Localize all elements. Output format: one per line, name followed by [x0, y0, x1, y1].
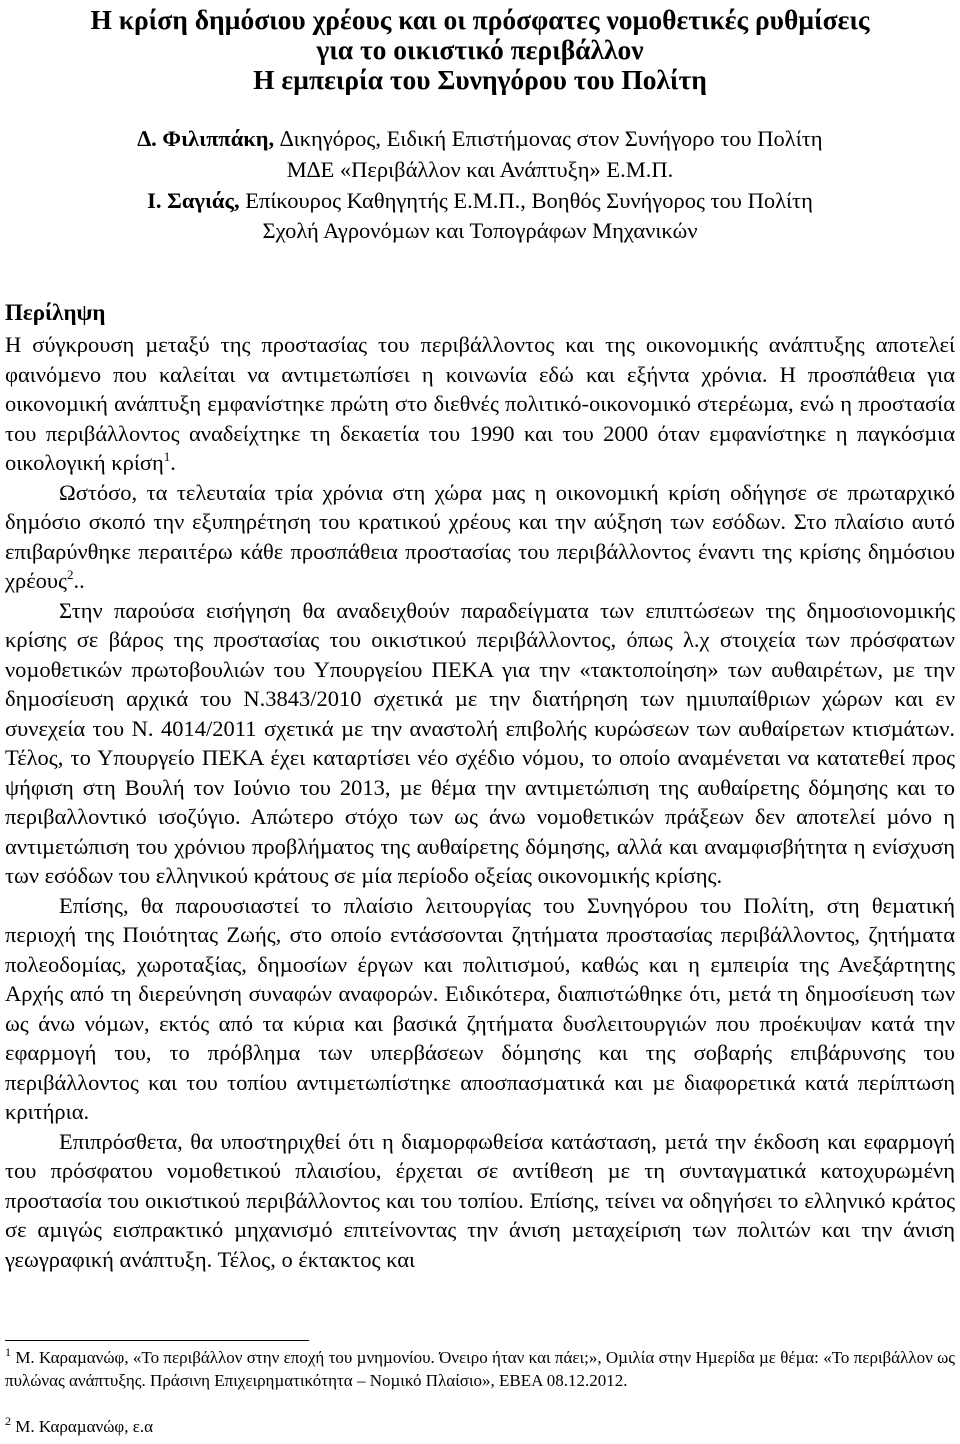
- footnote-2-number: 2: [5, 1414, 11, 1428]
- footnote-1: [5, 1346, 955, 1392]
- title-line-1: Η κρίση δηµόσιου χρέους και οι πρόσφατες νοµοθετικές ρυθµίσεις: [90, 4, 870, 35]
- author-2-role: Επίκουρος Καθηγητής Ε.Μ.Π., Βοηθός Συνήγορος του Πολίτη: [239, 188, 813, 213]
- footnote-ref-2[interactable]: 2: [66, 567, 74, 582]
- author-1-role: ∆ικηγόρος, Ειδική Επιστήµονας στον Συνήγορο του Πολίτη: [274, 126, 823, 151]
- footnote-1-number: 1: [5, 1345, 11, 1359]
- author-2-school: Σχολή Αγρονόµων και Τοπογράφων Μηχανικών: [262, 218, 698, 243]
- author-2: [0, 186, 960, 216]
- footnote-separator: [5, 1340, 309, 1341]
- footnote-2-text: Μ. Καραµανώφ, ε.α: [11, 1417, 153, 1436]
- abstract-paragraph-4: Επίσης, θα παρουσιαστεί το πλαίσιο λειτουργίας του Συνηγόρου του Πολίτη, στη θεµατική περιοχή της Ποιότητας Ζωής, στο οποίο εντάσσονται ζητήµατα προστασίας περιβάλλοντος, ζητήµατα πολεοδοµίας, χωροταξίας, δηµοσίων έργων και πολιτισµού, καθώς και η εµπειρία της Ανεξάρτητης Αρχής από τη διερεύνηση συναφών αναφορών. Ειδικότερα, διαπιστώθηκε ότι, µετά τη δηµοσίευση των ως άνω νόµων, εκτός από τα κύρια και βασικά ζητήµατα δυσλειτουργιών που προέκυψαν κατά την εφαρµογή του, το πρόβληµα των υπερβάσεων δόµησης και της σοβαρής επιβάρυνσης του περιβάλλοντος και του τοπίου αντιµετωπίστηκε αποσπασµατικά και µε διαφορετικά κατά περίπτωση κριτήρια.: [5, 892, 955, 1124]
- author-1-role-line-2: Μ∆Ε «Περιβάλλον και Ανάπτυξη» Ε.Μ.Π.: [286, 157, 674, 182]
- abstract-body: [5, 330, 955, 1274]
- footnote-1-text: Μ. Καραµανώφ, «Το περιβάλλον στην εποχή του µνηµονίου. Όνειρο ήταν και πάει;», Οµιλία στην Ηµερίδα µε θέµα: «Το περιβάλλον ως πυλώνας ανάπτυξης. Πράσινη Επιχειρηµατικότητα – Νοµικό Πλαίσιο», ΕΒΕΑ 08.12.2012.: [5, 1348, 955, 1390]
- abstract-heading: Περίληψη: [5, 300, 106, 325]
- footnote-ref-1[interactable]: 1: [163, 449, 171, 464]
- abstract-paragraph-3: Στην παρούσα εισήγηση θα αναδειχθούν παραδείγµατα των επιπτώσεων της δηµοσιονοµικής κρίσης σε βάρος της προστασίας του οικιστικού περιβάλλοντος, όπως λ.χ στοιχεία των πρόσφατων νοµοθετικών πρωτοβουλιών του Υπουργείου ΠΕΚΑ για την «τακτοποίηση» των αυθαιρέτων, µε την δηµοσίευση αρχικά του Ν.3843/2010 σχετικά µε την διατήρηση των ηµιυπαίθριων χώρων και εν συνεχεία του Ν. 4014/2011 σχετικά µε την αναστολή επιβολής κυρώσεων των αυθαίρετων κτισµάτων. Τέλος, το Υπουργείο ΠΕΚΑ έχει καταρτίσει νέο σχέδιο νόµου, το οποίο αναµένεται να κατατεθεί προς ψήφιση στη Βουλή τον Ιούνιο του 2013, µε θέµα την αντιµετώπιση της αυθαίρετης δόµησης και το περιβαλλοντικό ισοζύγιο. Απώτερο στόχο των ως άνω νοµοθετικών πράξεων δεν αποτελεί µόνο η αντιµετώπιση του χρόνιου προβλήµατος της αυθαίρετης δόµησης, αλλά και αναµφισβήτητα η ενίσχυση των εσόδων του ελληνικού κράτους σε µία περίοδο οξείας οικονοµικής κρίσης.: [5, 597, 955, 888]
- footnote-2: [5, 1415, 955, 1438]
- title-line-3: Η εµπειρία του Συνηγόρου του Πολίτη: [253, 64, 707, 95]
- author-1: [0, 124, 960, 154]
- abstract-paragraph-2: Ωστόσο, τα τελευταία τρία χρόνια στη χώρα µας η οικονοµική κρίση οδήγησε σε πρωταρχικό δηµόσιο σκοπό την εξυπηρέτηση του κρατικού χρέους και την αύξηση των εσόδων. Στο πλαίσιο αυτό επιβαρύνθηκε περαιτέρω κάθε προσπάθεια προστασίας του περιβάλλοντος έναντι της κρίσης δηµόσιου χρέους$^2$..: [5, 479, 955, 593]
- author-2-name: Ι. Σαγιάς,: [147, 188, 240, 213]
- abstract-paragraph-1: Η σύγκρουση µεταξύ της προστασίας του περιβάλλοντος και της οικονοµικής ανάπτυξης αποτελεί φαινόµενο που καλείται να αντιµετωπίσει η κοινωνία εδώ και εξήντα χρόνια. Η προσπάθεια για οικονοµική ανάπτυξη εµφανίστηκε πρώτη στο διεθνές πολιτικό-οικονοµικό στερέωµα, ενώ η προστασία του περιβάλλοντος αναδείχτηκε τη δεκαετία του 1990 και του 2000 όταν εµφανίστηκε η παγκόσµια οικολογική κρίση$^1$.: [5, 332, 955, 475]
- abstract-paragraph-5: Επιπρόσθετα, θα υποστηριχθεί ότι η διαµορφωθείσα κατάσταση, µετά την έκδοση και εφαρµογή του πρόσφατου νοµοθετικού πλαισίου, έρχεται σε αντίθεση µε τη συνταγµατικά κατοχυρωµένη προστασία του οικιστικού περιβάλλοντος και του τοπίου. Επίσης, τείνει να οδηγήσει το ελληνικό κράτος σε αµιγώς εισπρακτικό µηχανισµό επιτείνοντας την άνιση µεταχείριση των πολιτών και την άνιση γεωγραφική ανάπτυξη. Τέλος, ο έκτακτος και: [5, 1128, 955, 1272]
- author-1-name: ∆. Φιλιππάκη,: [137, 126, 275, 151]
- title-line-2: για το οικιστικό περιβάλλον: [316, 34, 644, 65]
